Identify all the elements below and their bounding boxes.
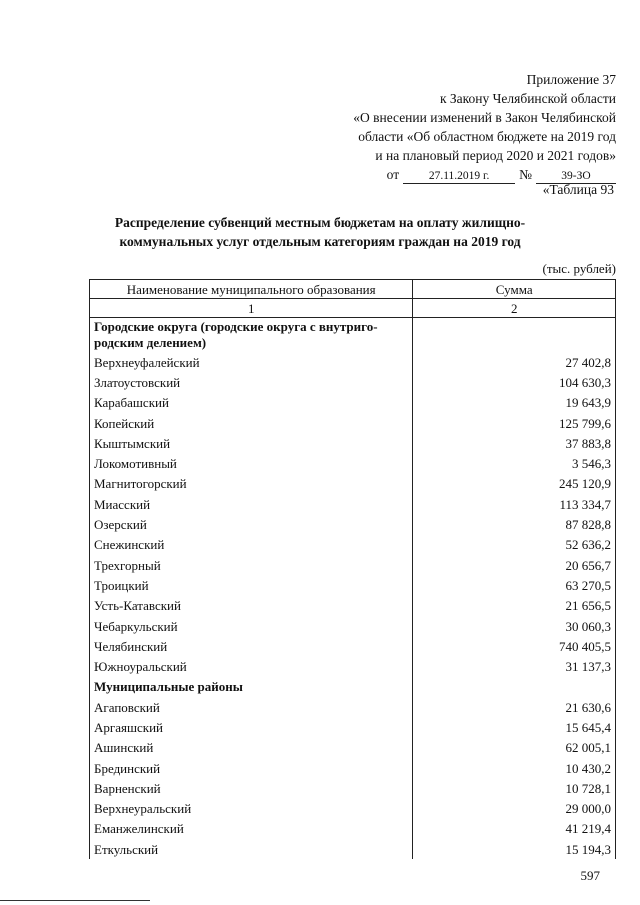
section-heading-city-districts (90, 318, 413, 353)
page-number: 597 (580, 868, 600, 883)
municipality-name: Агаповский (90, 697, 413, 717)
column-number-1: 1 (90, 299, 413, 318)
municipality-name: Верхнеуральский (90, 799, 413, 819)
municipality-name: Златоустовский (90, 372, 413, 392)
table-row (90, 799, 616, 819)
table-row (90, 494, 616, 514)
subvention-table (89, 279, 616, 859)
municipality-name: Верхнеуфалейский (90, 352, 413, 372)
subvention-amount: 52 636,2 (413, 535, 616, 555)
subvention-amount: 21 630,6 (413, 697, 616, 717)
table-number: «Таблица 93 (542, 182, 614, 197)
subvention-amount: 29 000,0 (413, 799, 616, 819)
subvention-amount: 3 546,3 (413, 453, 616, 473)
subvention-amount: 63 270,5 (413, 575, 616, 595)
subvention-amount: 10 430,2 (413, 758, 616, 778)
appendix-header (296, 70, 616, 184)
section-heading-municipal-districts: Муниципальные районы (90, 677, 413, 697)
from-label: от (386, 167, 400, 182)
law-number: 39-ЗО (536, 170, 616, 184)
municipality-name: Миасский (90, 494, 413, 514)
title-line2: коммунальных услуг отдельным категориям граждан на 2019 год (119, 234, 521, 249)
subvention-amount: 30 060,3 (413, 616, 616, 636)
table-row (90, 758, 616, 778)
subvention-amount: 31 137,3 (413, 656, 616, 676)
municipality-name: Усть-Катавский (90, 596, 413, 616)
table-row (90, 555, 616, 575)
table-row (90, 514, 616, 534)
municipality-name: Снежинский (90, 535, 413, 555)
table-row (90, 717, 616, 737)
appendix-number: Приложение 37 (526, 72, 616, 87)
municipality-name: Магнитогорский (90, 474, 413, 494)
municipality-name: Копейский (90, 413, 413, 433)
law-title-line1: «О внесении изменений в Закон Челябинской (353, 110, 616, 125)
municipality-name: Южноуральский (90, 656, 413, 676)
section-row-municipal-districts (90, 677, 616, 697)
table-row (90, 778, 616, 798)
subvention-amount: 245 120,9 (413, 474, 616, 494)
municipality-name: Локомотивный (90, 453, 413, 473)
table-row (90, 839, 616, 859)
municipality-name: Карабашский (90, 393, 413, 413)
column-number-2: 2 (413, 299, 616, 318)
subvention-amount: 87 828,8 (413, 514, 616, 534)
municipality-name: Брединский (90, 758, 413, 778)
table-row (90, 453, 616, 473)
table-row (90, 433, 616, 453)
municipality-name: Чебаркульский (90, 616, 413, 636)
table-row (90, 575, 616, 595)
municipality-name: Челябинский (90, 636, 413, 656)
column-header-sum: Сумма (413, 280, 616, 299)
municipality-name: Ашинский (90, 738, 413, 758)
municipality-name: Варненский (90, 778, 413, 798)
subvention-amount: 125 799,6 (413, 413, 616, 433)
subvention-amount: 21 656,5 (413, 596, 616, 616)
subvention-amount: 41 219,4 (413, 819, 616, 839)
table-row (90, 474, 616, 494)
table-row (90, 596, 616, 616)
column-header-name: Наименование муниципального образования (90, 280, 413, 299)
subvention-amount: 10 728,1 (413, 778, 616, 798)
table-row (90, 636, 616, 656)
title-line1: Распределение субвенций местным бюджетам на оплату жилищно- (114, 215, 526, 230)
table-row (90, 413, 616, 433)
section-heading-line2: родским делением) (94, 335, 207, 350)
section-heading-line1: Городские округа (городские округа с внутриго- (94, 319, 378, 334)
subvention-amount: 62 005,1 (413, 738, 616, 758)
section-sum-empty (413, 677, 616, 697)
municipality-name: Трехгорный (90, 555, 413, 575)
table-row (90, 352, 616, 372)
table-row (90, 616, 616, 636)
municipality-name: Еткульский (90, 839, 413, 859)
law-date: 27.11.2019 г. (403, 170, 515, 184)
table-row (90, 697, 616, 717)
section-sum-empty (413, 318, 616, 353)
table-row (90, 535, 616, 555)
number-label: № (519, 167, 532, 182)
table-row (90, 656, 616, 676)
table-column-numbers-row (90, 299, 616, 318)
table-row (90, 393, 616, 413)
subvention-amount: 104 630,3 (413, 372, 616, 392)
table-row (90, 372, 616, 392)
table-row (90, 819, 616, 839)
subvention-amount: 740 405,5 (413, 636, 616, 656)
table-row (90, 738, 616, 758)
municipality-name: Аргаяшский (90, 717, 413, 737)
subvention-amount: 15 645,4 (413, 717, 616, 737)
document-title (80, 213, 560, 251)
municipality-name: Кыштымский (90, 433, 413, 453)
municipality-name: Троицкий (90, 575, 413, 595)
municipality-name: Озерский (90, 514, 413, 534)
units-label: (тыс. рублей) (542, 261, 616, 276)
subvention-amount: 19 643,9 (413, 393, 616, 413)
table-header-row (90, 280, 616, 299)
subvention-amount: 20 656,7 (413, 555, 616, 575)
subvention-amount: 37 883,8 (413, 433, 616, 453)
law-title-line2: области «Об областном бюджете на 2019 год (358, 129, 616, 144)
footer-divider (0, 900, 150, 901)
municipality-name: Еманжелинский (90, 819, 413, 839)
subvention-amount: 27 402,8 (413, 352, 616, 372)
subvention-amount: 15 194,3 (413, 839, 616, 859)
law-reference: к Закону Челябинской области (439, 91, 616, 106)
section-row-city-districts (90, 318, 616, 353)
subvention-amount: 113 334,7 (413, 494, 616, 514)
law-title-line3: и на плановый период 2020 и 2021 годов» (375, 148, 616, 163)
